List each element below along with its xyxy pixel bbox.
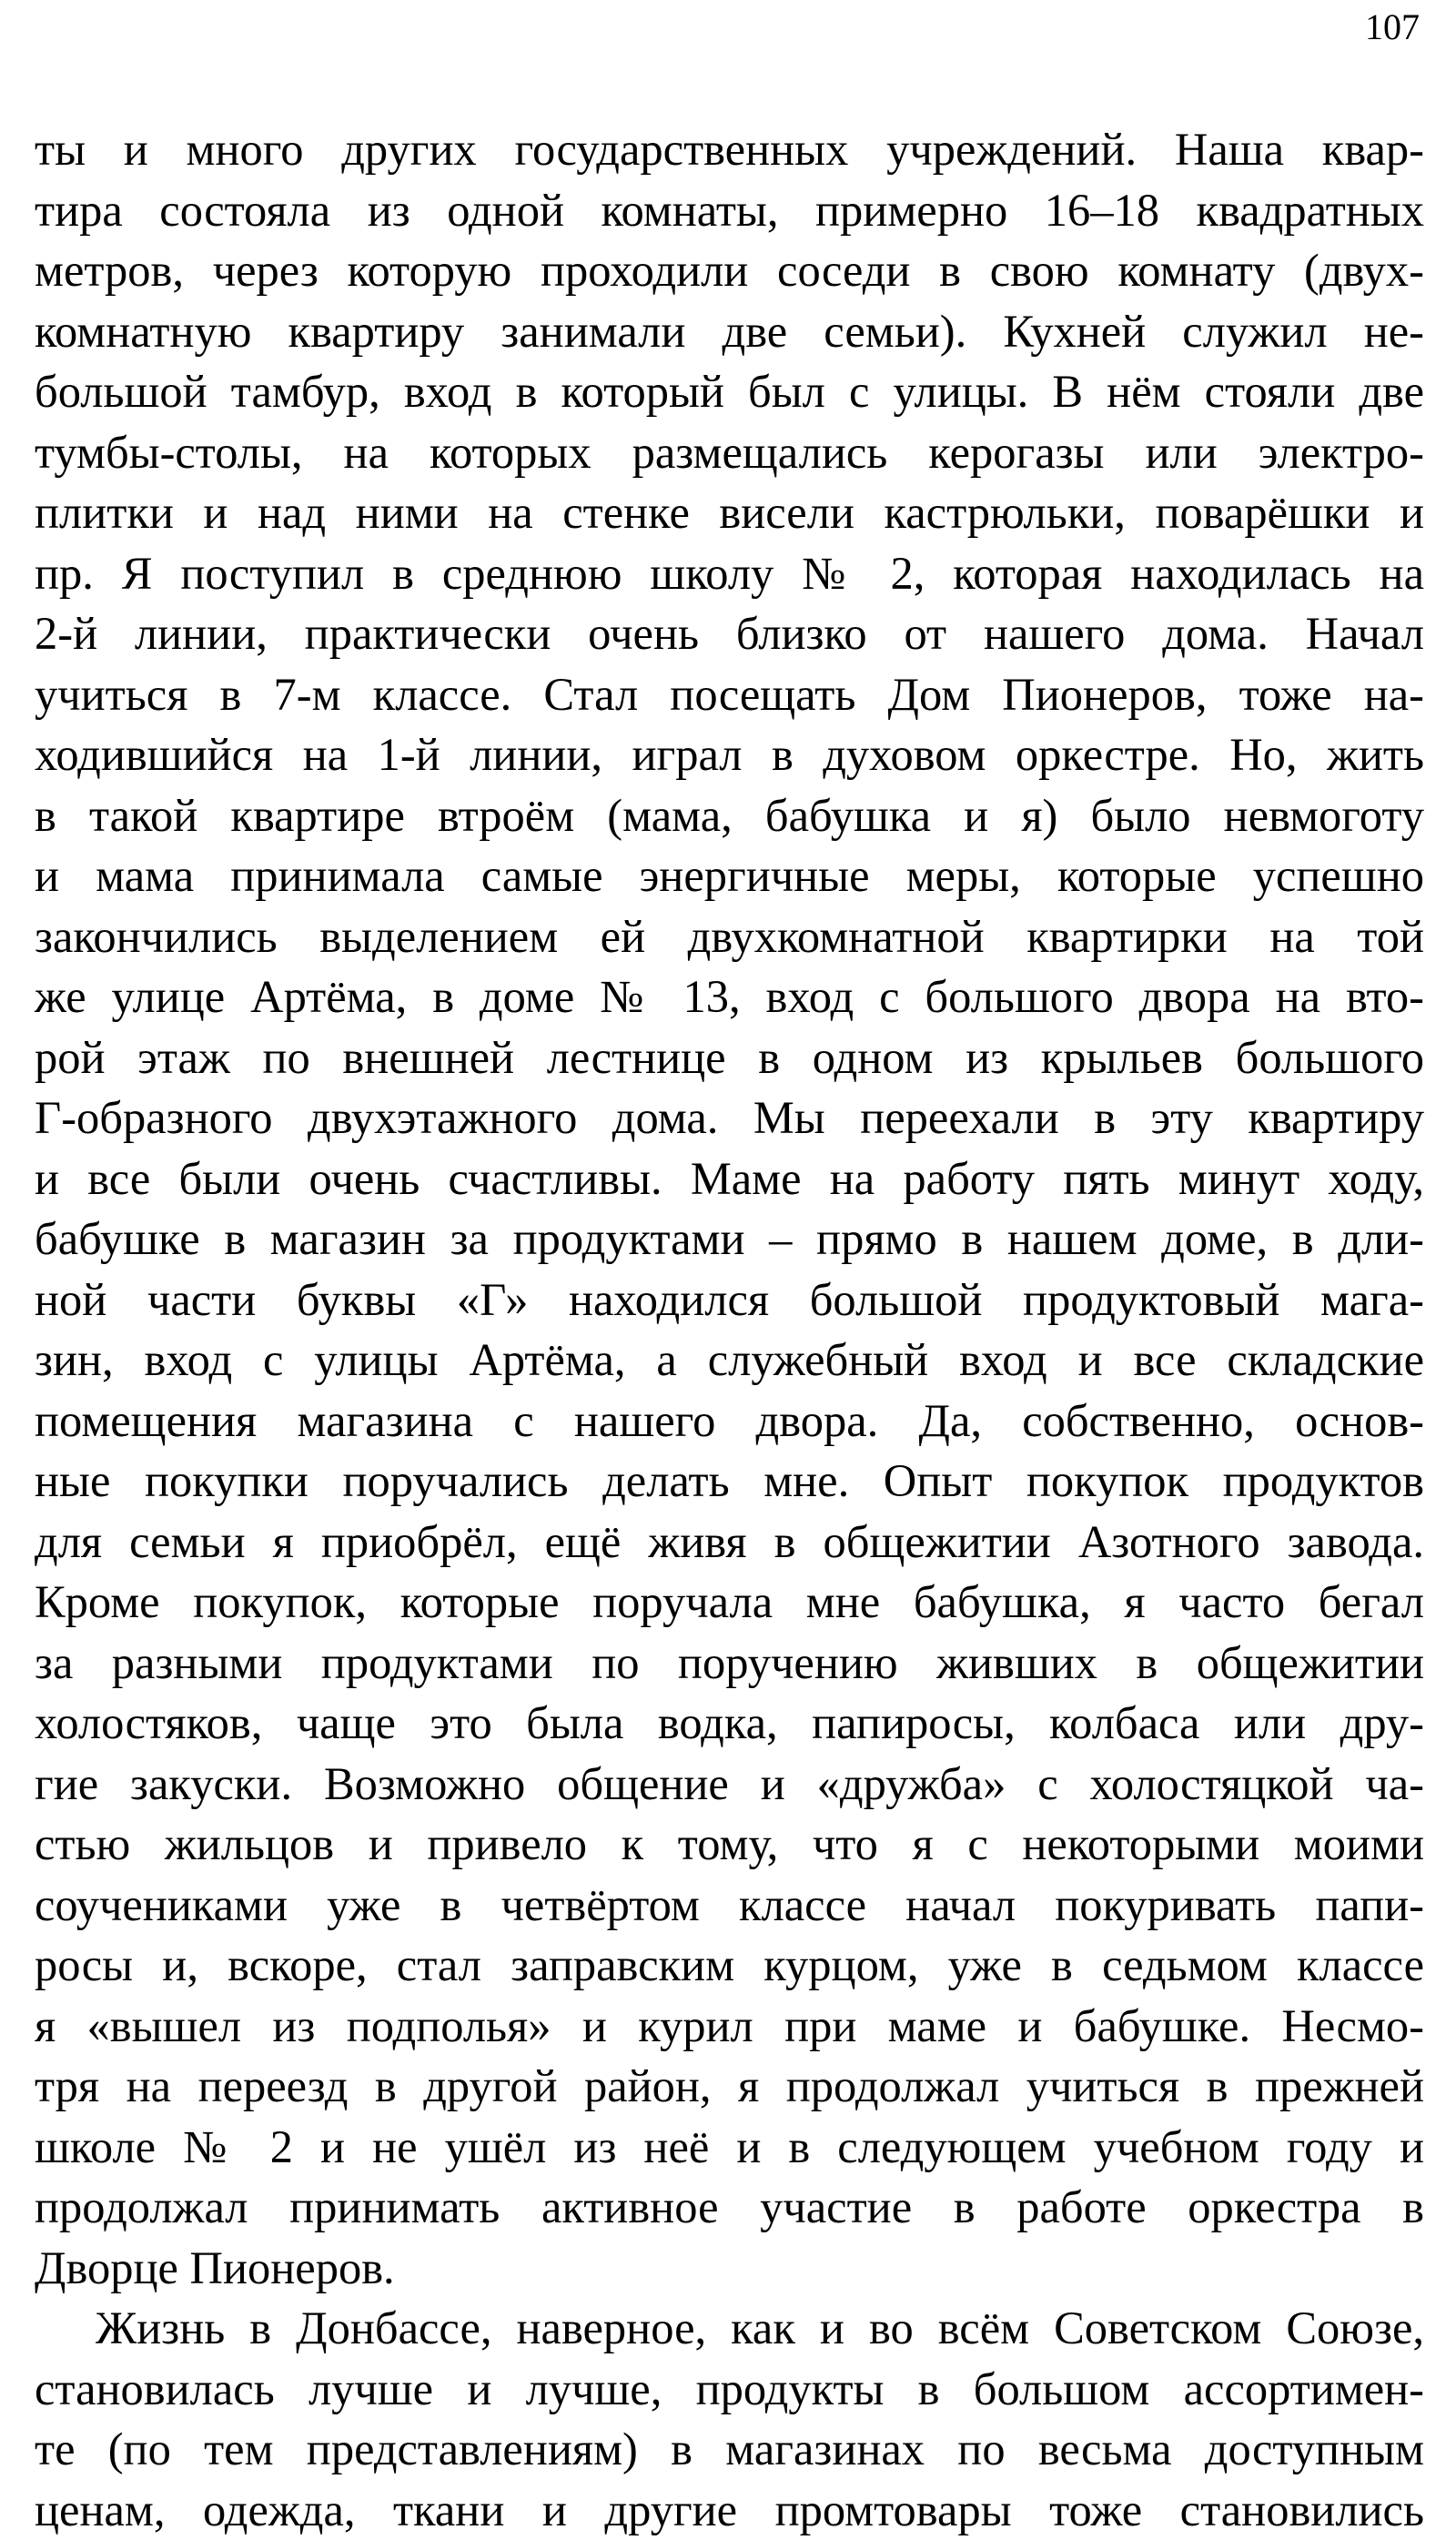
text-line: комнатную квартиру занимали две семьи). Кухней служил не- (35, 301, 1424, 362)
text-line: метров, через которую проходили соседи в свою комнату (двух- (35, 240, 1424, 301)
text-line: гие закуски. Возможно общение и «дружба» с холостяцкой ча- (35, 1754, 1424, 1815)
text-line: и все были очень счастливы. Маме на работу пять минут ходу, (35, 1149, 1424, 1209)
text-line: в такой квартире втроём (мама, бабушка и я) было невмоготу (35, 785, 1424, 846)
page-number: 107 (1365, 5, 1420, 49)
text-line: ты и много других государственных учреждений. Наша квар- (35, 119, 1424, 180)
text-line: бабушке в магазин за продуктами – прямо в нашем доме, в дли- (35, 1209, 1424, 1270)
body-text (35, 119, 1424, 2540)
text-line: ходившийся на 1-й линии, играл в духовом оркестре. Но, жить (35, 724, 1424, 785)
text-line: зин, вход с улицы Артёма, а служебный вход и все складские (35, 1330, 1424, 1391)
text-line: тумбы-столы, на которых размещались керогазы или электро- (35, 422, 1424, 483)
text-line: закончились выделением ей двухкомнатной квартирки на той (35, 906, 1424, 967)
text-line: плитки и над ними на стенке висели кастрюльки, поварёшки и (35, 482, 1424, 543)
text-line: школе № 2 и не ушёл из неё и в следующем учебном году и (35, 2117, 1424, 2178)
text-line: и мама принимала самые энергичные меры, которые успешно (35, 845, 1424, 906)
paragraph-start-line: Жизнь в Донбассе, наверное, как и во всём Советском Союзе, (35, 2298, 1424, 2359)
text-line: рой этаж по внешней лестнице в одном из крыльев большого (35, 1027, 1424, 1088)
text-line: тря на переезд в другой район, я продолжал учиться в прежней (35, 2056, 1424, 2117)
text-line: помещения магазина с нашего двора. Да, собственно, основ- (35, 1391, 1424, 1452)
text-line: росы и, вскоре, стал заправским курцом, уже в седьмом классе (35, 1935, 1424, 1996)
text-line: за разными продуктами по поручению живших в общежитии (35, 1633, 1424, 1694)
text-line: Г-образного двухэтажного дома. Мы переехали в эту квартиру (35, 1088, 1424, 1149)
text-line: продолжал принимать активное участие в работе оркестра в (35, 2177, 1424, 2238)
text-line: я «вышел из подполья» и курил при маме и бабушке. Несмо- (35, 1996, 1424, 2057)
text-line: тира состояла из одной комнаты, примерно 16–18 квадратных (35, 180, 1424, 241)
paragraph-end-line: Дворце Пионеров. (35, 2238, 1424, 2299)
text-line: ные покупки поручались делать мне. Опыт покупок продуктов (35, 1451, 1424, 1512)
text-line: пр. Я поступил в среднюю школу № 2, которая находилась на (35, 543, 1424, 604)
text-line: те (по тем представлениям) в магазинах по весьма доступным (35, 2419, 1424, 2480)
text-line: учиться в 7-м классе. Стал посещать Дом Пионеров, тоже на- (35, 664, 1424, 725)
text-line: холостяков, чаще это была водка, папиросы, колбаса или дру- (35, 1693, 1424, 1754)
text-line: ной части буквы «Г» находился большой продуктовый мага- (35, 1270, 1424, 1331)
text-line: 2-й линии, практически очень близко от нашего дома. Начал (35, 603, 1424, 664)
text-line: же улице Артёма, в доме № 13, вход с большого двора на вто- (35, 966, 1424, 1027)
text-line: для семьи я приобрёл, ещё живя в общежитии Азотного завода. (35, 1512, 1424, 1573)
text-line: соучениками уже в четвёртом классе начал покуривать папи- (35, 1875, 1424, 1936)
text-line: ценам, одежда, ткани и другие промтовары тоже становились (35, 2480, 1424, 2540)
text-line: становилась лучше и лучше, продукты в большом ассортимен- (35, 2359, 1424, 2420)
text-line: стью жильцов и привело к тому, что я с некоторыми моими (35, 1814, 1424, 1875)
text-line: Кроме покупок, которые поручала мне бабушка, я часто бегал (35, 1572, 1424, 1633)
text-line: большой тамбур, вход в который был с улицы. В нём стояли две (35, 361, 1424, 422)
